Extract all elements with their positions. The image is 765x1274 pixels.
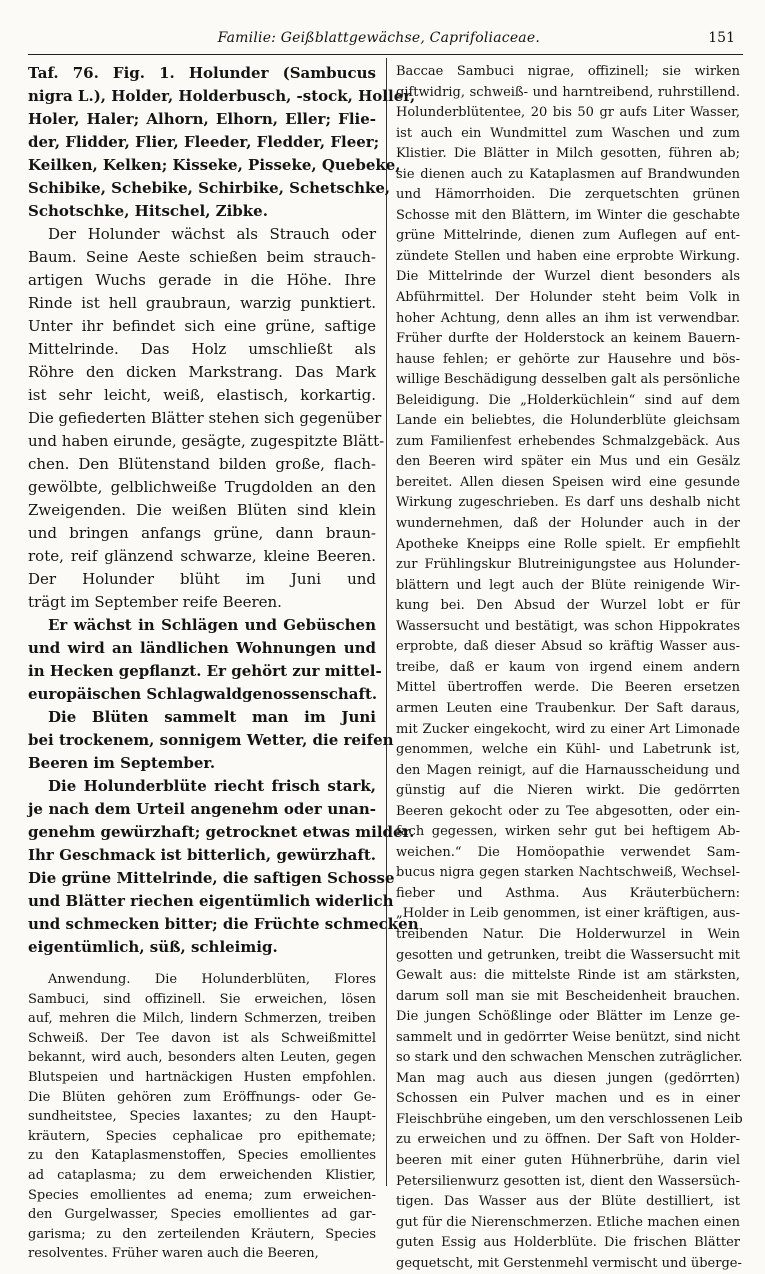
text-line: und Hämorrhoiden. Die zerquetschten grünen [396, 187, 740, 203]
text-line: ad cataplasma; zu dem erweichenden Klistier, [28, 1167, 376, 1183]
text-line: chen. Den Blütenstand bilden große, flach- [28, 455, 376, 473]
text-line: Anwendung. Die Holunderblüten, Flores [48, 972, 376, 987]
text-line: zur Frühlingskur Blutreinigungstee aus Holunder- [396, 557, 740, 573]
text-line: Schotschke, Hitschel, Zibke. [28, 202, 268, 220]
page-number: 151 [708, 30, 735, 46]
left-column [28, 62, 419, 1264]
text-line: bucus nigra gegen starken Nachtschweiß, Wechsel- [396, 865, 740, 881]
habitat-paragraph [28, 614, 382, 706]
text-line: hoher Achtung, denn alles an ihm ist verwendbar. [396, 310, 740, 326]
text-line: Gewalt aus: die mittelste Rinde ist am stärksten, [396, 968, 740, 984]
text-line: Ihr Geschmack ist bitterlich, gewürzhaft. [28, 846, 376, 864]
text-line: Petersilienwurz gesotten ist, dient den Wassersüch- [396, 1173, 740, 1189]
text-line: je nach dem Urteil angenehm oder unan- [28, 800, 376, 818]
text-line: tigen. Das Wasser aus der Blüte destilliert, ist [396, 1194, 740, 1210]
text-line: wundernehmen, daß der Holunder auch in der [396, 516, 740, 532]
entry-title [28, 62, 416, 223]
text-line: zu erweichen und zu öffnen. Der Saft von Holder- [396, 1132, 740, 1148]
text-line: Schossen ein Pulver machen und es in einer [396, 1091, 740, 1107]
text-line: europäischen Schlagwaldgenossenschaft. [28, 685, 378, 703]
text-line: Er wächst in Schlägen und Gebüschen [48, 616, 376, 634]
text-line: sundheitstee, Species laxantes; zu den Haupt- [28, 1109, 376, 1125]
text-line: günstig auf die Nieren wirkt. Die gedörrten [396, 783, 740, 799]
text-line: armen Leuten eine Traubenkur. Der Saft daraus, [396, 700, 740, 716]
text-line: Der Holunder blüht im Juni und [28, 570, 376, 588]
text-line: Holer, Haler; Alhorn, Elhorn, Eller; Flie- [28, 110, 376, 128]
text-line: Beeren im September. [28, 754, 216, 772]
text-line: mit Zucker eingekocht, wird zu einer Art Limonade [396, 721, 740, 737]
text-line: Fleischbrühe eingeben, um den verschlossenen Leib [396, 1111, 743, 1127]
text-line: giftwidrig, schweiß- und harntreibend, ruhrstillend. [396, 84, 740, 100]
text-line: Die Blüten gehören zum Eröffnungs- oder Ge- [28, 1089, 376, 1105]
text-line: eigentümlich, süß, schleimig. [28, 938, 278, 956]
text-line: gut für die Nierenschmerzen. Etliche machen einen [396, 1214, 740, 1230]
text-line: trägt im September reife Beeren. [28, 593, 282, 611]
text-line: den Magen reinigt, auf die Harnausscheidung und [396, 762, 740, 778]
text-line: willige Beschädigung desselben galt als persönliche [396, 372, 741, 388]
text-line: treibe, daß er kaum von irgend einem andern [396, 659, 740, 675]
text-line: zum Familienfest erhebendes Schmalzgebäck. Aus [396, 433, 740, 449]
text-line: Klistier. Die Blätter in Milch gesotten, führen ab; [396, 146, 740, 162]
text-line: der, Flidder, Flier, Fleeder, Fledder, Fleer; [28, 133, 380, 151]
text-line: Schibike, Schebike, Schirbike, Schetschke, [28, 179, 391, 197]
harvest-paragraph [28, 706, 394, 775]
text-line: erprobte, daß dieser Absud so kräftig Wasser aus- [396, 639, 740, 655]
text-line: und Blätter riechen eigentümlich widerlich [28, 892, 394, 910]
right-column [396, 62, 743, 1274]
text-line: Species emollientes ad enema; zum erweichen- [28, 1187, 376, 1203]
page-header [0, 30, 765, 56]
text-line: Lande ein beliebtes, die Holunderblüte gleichsam [396, 413, 740, 429]
text-line: Taf. 76. Fig. 1. Holunder (Sambucus [28, 64, 376, 82]
text-line: den Beeren wird später ein Mus und ein Gesälz [396, 454, 740, 470]
text-line: sammelt und in gedörrter Weise benützt, sind nicht [396, 1029, 740, 1045]
text-line: Keilken, Kelken; Kisseke, Pisseke, Quebeke, [28, 156, 401, 174]
text-line: in Hecken gepflanzt. Er gehört zur mittel- [28, 662, 382, 680]
text-line: nigra L.), Holder, Holderbusch, -stock, Holler, [28, 87, 416, 105]
text-line: Man mag auch aus diesen jungen (gedörrten) [396, 1070, 740, 1086]
text-line: Die Mittelrinde der Wurzel dient besonders als [396, 269, 740, 285]
text-line: Apotheke Kneipps eine Rolle spielt. Er empfiehlt [396, 536, 740, 552]
text-line: und bringen anfangs grüne, dann braun- [28, 524, 376, 542]
text-line: Holunderblütentee, 20 bis 50 gr aufs Liter Wasser, [396, 105, 740, 121]
text-line: Sambuci, sind offizinell. Sie erweichen, lösen [28, 991, 376, 1007]
text-line: den Gurgelwasser, Species emollientes ad gar- [28, 1207, 376, 1223]
text-line: Zweigenden. Die weißen Blüten sind klein [28, 501, 376, 519]
text-line: Wirkung zugeschrieben. Es darf uns deshalb nicht [396, 495, 740, 511]
text-line: darum soll man sie mit Bescheidenheit brauchen. [396, 988, 740, 1004]
text-line: Mittel übertroffen werde. Die Beeren ersetzen [396, 680, 740, 696]
text-line: Mittelrinde. Das Holz umschließt als [28, 340, 376, 358]
text-line: bereitet. Allen diesen Speisen wird eine gesunde [396, 474, 740, 490]
paragraph-gap [28, 959, 376, 970]
application-paragraph [28, 970, 376, 1264]
running-head: Familie: Geißblattgewächse, Caprifoliaceae. [217, 30, 540, 46]
text-line: so stark und den schwachen Menschen zuträglicher. [396, 1050, 743, 1066]
text-line: Die Blüten sammelt man im Juni [48, 708, 376, 726]
text-line: garisma; zu den zerteilenden Kräutern, Species [28, 1226, 376, 1242]
header-rule [28, 54, 743, 55]
text-line: Wassersucht und bestätigt, was schon Hippokrates [396, 618, 740, 634]
text-line: Röhre den dicken Markstrang. Das Mark [28, 363, 376, 381]
text-line: Früher durfte der Holderstock an keinem Bauern- [396, 331, 740, 347]
text-line: kräutern, Species cephalicae pro epithemate; [28, 1128, 376, 1144]
text-line: kung bei. Den Absud der Wurzel lobt er für [396, 598, 740, 614]
text-line: und schmecken bitter; die Früchte schmecken [28, 915, 419, 933]
text-line: hause fehlen; er gehörte zur Hausehre und bös- [396, 351, 740, 367]
text-line: ist auch ein Wundmittel zum Waschen und zum [396, 125, 740, 141]
text-line: Schosse mit den Blättern, im Winter die geschabte [396, 207, 740, 223]
text-line: resolventes. Früher waren auch die Beeren, [28, 1246, 319, 1262]
text-line: Der Holunder wächst als Strauch oder [48, 225, 376, 243]
text-line: grüne Mittelrinde, dienen zum Auflegen auf ent- [396, 228, 740, 244]
text-line: bei trockenem, sonnigem Wetter, die reifen [28, 731, 394, 749]
text-line: artigen Wuchs gerade in die Höhe. Ihre [28, 271, 376, 289]
text-line: sie dienen auch zu Kataplasmen auf Brandwunden [396, 166, 740, 182]
column-divider [386, 58, 387, 1186]
text-line: Schweiß. Der Tee davon ist als Schweißmittel [28, 1030, 376, 1046]
text-line: beeren mit einer guten Hühnerbrühe, darin viel [396, 1152, 740, 1168]
text-line: treibenden Natur. Die Holderwurzel in Wein [396, 926, 740, 942]
text-line: Blutspeien und hartnäckigen Husten empfohlen. [28, 1069, 376, 1085]
text-line: zu den Kataplasmenstoffen, Species emollientes [28, 1148, 376, 1164]
text-line: blättern und legt auch der Blüte reinigende Wir- [396, 577, 740, 593]
text-line: Beeren gekocht oder zu Tee abgesotten, oder ein- [396, 803, 740, 819]
text-line: Abführmittel. Der Holunder steht beim Volk in [396, 290, 740, 306]
text-line: Baccae Sambuci nigrae, offizinell; sie wirken [396, 64, 740, 79]
text-line: Die gefiederten Blätter stehen sich gegenüber [28, 409, 382, 427]
text-line: gewölbte, gelblichweiße Trugdolden an den [28, 478, 376, 496]
text-line: gesotten und getrunken, treibt die Wassersucht mit [396, 947, 740, 963]
text-line: und haben eirunde, gesägte, zugespitzte Blätt- [28, 432, 385, 450]
text-line: ist sehr leicht, weiß, elastisch, korkartig. [28, 386, 376, 404]
text-line: „Holder in Leib genommen, ist einer kräftigen, aus- [396, 906, 740, 922]
text-line: gequetscht, mit Gerstenmehl vermischt und überge- [396, 1255, 742, 1271]
text-line: fieber und Asthma. Aus Kräuterbüchern: [396, 885, 740, 901]
text-line: Die jungen Schößlinge oder Blätter im Lenze ge- [396, 1009, 740, 1025]
text-line: Unter ihr befindet sich eine grüne, saftige [28, 317, 376, 335]
text-line: bekannt, wird auch, besonders alten Leuten, gegen [28, 1050, 376, 1066]
text-line: fach gegessen, wirken sehr gut bei heftigem Ab- [396, 824, 740, 840]
description-paragraph [28, 223, 385, 614]
text-line: zündete Stellen und haben eine erprobte Wirkung. [396, 248, 740, 264]
text-line: Baum. Seine Aeste schießen beim strauch- [28, 248, 376, 266]
text-line: Beleidigung. Die „Holderküchlein“ sind auf dem [396, 392, 740, 408]
text-line: guten Essig aus Holderblüte. Die frischen Blätter [396, 1235, 740, 1251]
text-line: Die grüne Mittelrinde, die saftigen Schosse [28, 869, 395, 887]
text-line: genommen, welche ein Kühl- und Labetrunk ist, [396, 742, 740, 758]
text-line: auf, mehren die Milch, lindern Schmerzen, treiben [28, 1011, 376, 1027]
text-line: und wird an ländlichen Wohnungen und [28, 639, 376, 657]
text-line: weichen.“ Die Homöopathie verwendet Sam- [396, 844, 740, 860]
smell-taste-paragraph [28, 775, 419, 959]
text-line: rote, reif glänzend schwarze, kleine Beeren. [28, 547, 376, 565]
text-line: Rinde ist hell graubraun, warzig punktiert. [28, 294, 376, 312]
text-line: Die Holunderblüte riecht frisch stark, [48, 777, 376, 795]
text-line: genehm gewürzhaft; getrocknet etwas milder. [28, 823, 415, 841]
